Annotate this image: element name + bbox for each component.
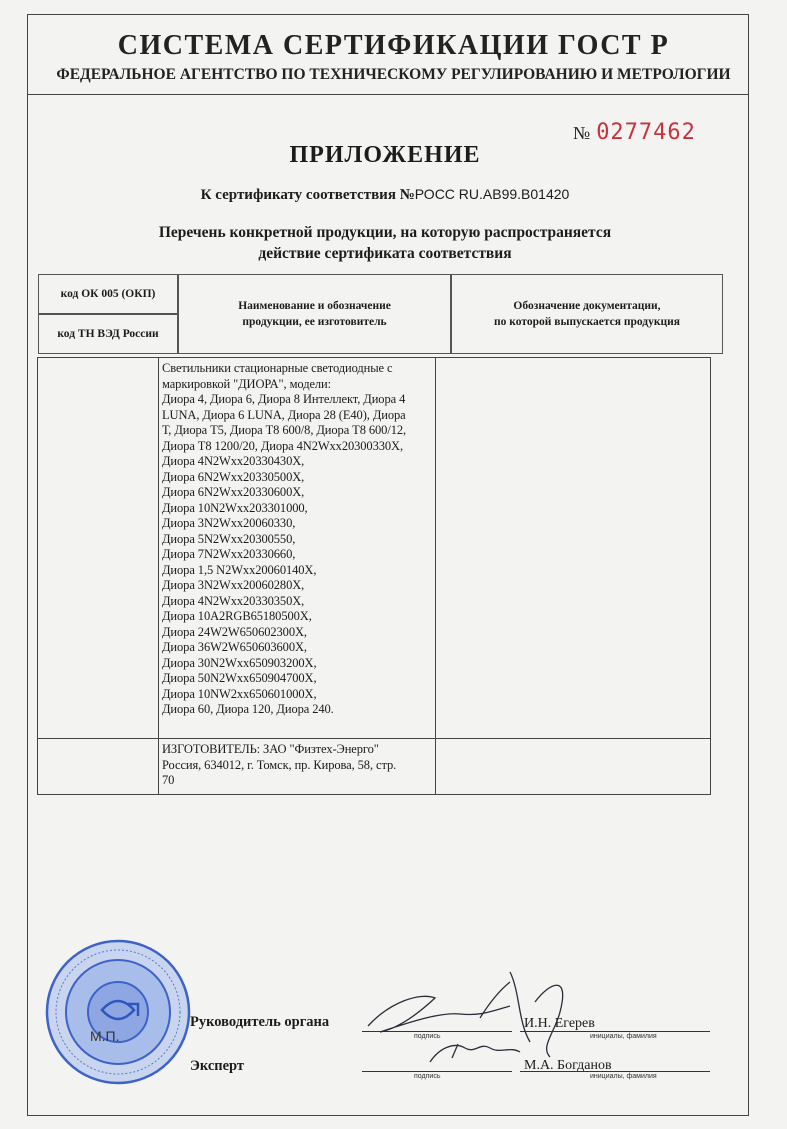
handwritten-signatures xyxy=(360,962,600,1072)
product-line: Диора 4N2Wxx20330350X, xyxy=(162,593,305,608)
head-label: Руководитель органа xyxy=(190,1014,330,1030)
product-line: Диора 30N2Wxx650903200X, xyxy=(162,655,317,670)
product-line: Диора 7N2Wxx20330660, xyxy=(162,547,296,561)
product-line: Диора 4, Диора 6, Диора 8 Интеллект, Диора 4 xyxy=(162,392,406,406)
cert-number: РОСС RU.АВ99.В01420 xyxy=(414,186,570,202)
product-line: Диора 6N2Wxx20330600X, xyxy=(162,485,305,499)
expert-label: Эксперт xyxy=(190,1058,245,1074)
header-tnved-code xyxy=(38,314,178,354)
product-line: Диора 3N2Wxx20060280X, xyxy=(162,578,305,592)
header-okp-code xyxy=(38,274,178,314)
product-line: Диора 4N2Wxx20330430X, xyxy=(162,454,305,468)
product-line: Диора 10A2RGB65180500X, xyxy=(162,609,312,623)
subtitle-line-2: действие сертификата соответствия xyxy=(258,245,512,262)
system-title: СИСТЕМА СЕРТИФИКАЦИИ ГОСТ Р xyxy=(117,30,670,61)
product-line: Диора 10NW2xx650601000X, xyxy=(162,686,317,701)
product-line: маркировкой "ДИОРА", модели: xyxy=(162,376,332,391)
tnved-code-label: код ТН ВЭД России xyxy=(57,328,159,340)
expert-sign-caption: подпись xyxy=(414,1073,441,1080)
cert-ref-label: К сертификату соответствия № xyxy=(200,187,415,203)
subtitle xyxy=(0,222,770,264)
head-name-caption: инициалы, фамилия xyxy=(590,1033,657,1040)
annex-title: ПРИЛОЖЕНИЕ xyxy=(289,142,481,168)
product-line: Диора 24W2W650602300X, xyxy=(162,624,307,639)
product-line: Светильники стационарные светодиодные с xyxy=(162,361,393,375)
header-documentation xyxy=(451,274,723,354)
product-line: Диора 6N2Wxx20330500X, xyxy=(162,469,305,484)
documentation-label-1: Обозначение документации, xyxy=(513,300,661,312)
manufacturer-cell xyxy=(162,742,434,789)
product-name-label-2: продукции, ее изготовитель xyxy=(242,316,387,328)
product-line: Диора 3N2Wxx20060330, xyxy=(162,516,296,530)
column-divider-2 xyxy=(435,358,436,794)
products-table xyxy=(37,357,711,795)
head-sign-caption: подпись xyxy=(414,1033,441,1040)
manufacturer-line: ИЗГОТОВИТЕЛЬ: ЗАО "Физтех-Энерго" xyxy=(162,742,379,756)
product-name-label-1: Наименование и обозначение xyxy=(238,300,391,312)
product-list-cell xyxy=(162,361,434,718)
certification-seal xyxy=(44,938,192,1086)
product-line: Диора 10N2Wxx203301000, xyxy=(162,500,308,515)
expert-name: М.А. Богданов xyxy=(524,1058,612,1073)
column-divider-1 xyxy=(158,358,159,794)
subtitle-line-1: Перечень конкретной продукции, на которую распространяется xyxy=(158,224,612,241)
head-name: И.Н. Егерев xyxy=(524,1016,595,1031)
certificate-reference xyxy=(0,186,770,204)
form-number-value: 0277462 xyxy=(596,120,696,145)
product-line: LUNA, Диора 6 LUNA, Диора 28 (Е40), Диора xyxy=(162,407,406,422)
product-line: Т, Диора Т5, Диора Т8 600/8, Диора Т8 600/12, xyxy=(162,423,407,437)
documentation-label-2: по которой выпускается продукция xyxy=(494,316,680,328)
header-divider xyxy=(28,94,748,95)
expert-name-caption: инициалы, фамилия xyxy=(590,1073,657,1080)
product-line: Диора 50N2Wxx650904700X, xyxy=(162,671,317,685)
product-line: Диора 5N2Wxx20300550, xyxy=(162,531,296,546)
manufacturer-line: 70 xyxy=(162,773,175,787)
manufacturer-line: Россия, 634012, г. Томск, пр. Кирова, 58, стр. xyxy=(162,757,397,772)
product-line: Диора Т8 1200/20, Диора 4N2Wxx20300330X, xyxy=(162,438,403,453)
row-divider xyxy=(38,738,710,739)
okp-code-label: код ОК 005 (ОКП) xyxy=(60,288,156,300)
header-product-name xyxy=(178,274,451,354)
product-line: Диора 1,5 N2Wxx20060140X, xyxy=(162,562,317,577)
stamp-place-label: М.П. xyxy=(90,1028,120,1044)
number-sign: № xyxy=(573,123,591,143)
product-line: Диора 60, Диора 120, Диора 240. xyxy=(162,702,334,716)
product-line: Диора 36W2W650603600X, xyxy=(162,640,307,654)
agency-name: ФЕДЕРАЛЬНОЕ АГЕНТСТВО ПО ТЕХНИЧЕСКОМУ РЕГУЛИРОВАНИЮ И МЕТРОЛОГИИ xyxy=(56,66,731,83)
